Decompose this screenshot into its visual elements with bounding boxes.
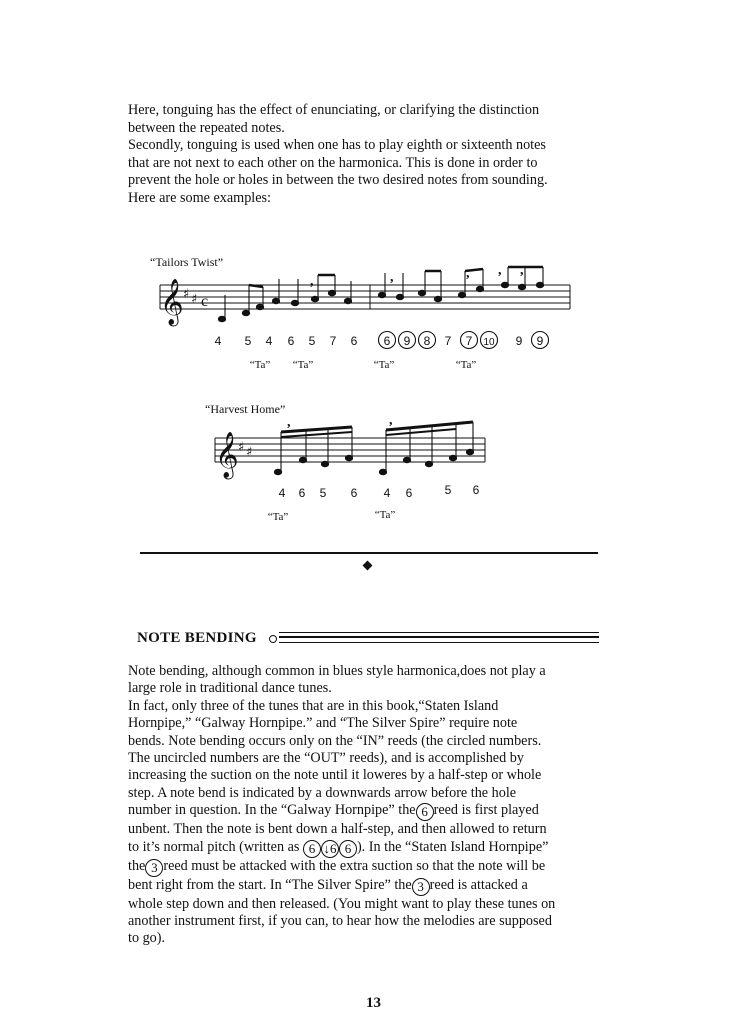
- text-line: [128, 839, 593, 858]
- text-line: The uncircled numbers are the “OUT” reeds), and is accomplished by: [128, 750, 524, 767]
- ta-label: “Ta”: [455, 359, 477, 371]
- circled-reed-number: 6: [303, 840, 321, 858]
- hole-number: 6: [405, 486, 413, 500]
- section-heading: NOTE BENDING: [137, 630, 257, 646]
- text-line: between the repeated notes.: [128, 119, 285, 136]
- hole-number: 5: [308, 334, 316, 348]
- svg-text:♯: ♯: [246, 445, 253, 460]
- tune-title: “Tailors Twist”: [150, 255, 224, 269]
- text-line: step. A note bend is indicated by a downwards arrow before the hole: [128, 784, 517, 801]
- hole-number: 6: [383, 334, 391, 348]
- svg-text:,: ,: [310, 274, 314, 289]
- svg-text:c: c: [201, 293, 209, 310]
- svg-text:,: ,: [287, 415, 291, 430]
- ta-label: “Ta”: [374, 509, 396, 521]
- text-span: reed must be attacked with the extra suction so that the note will be: [163, 857, 546, 874]
- note-bending-paragraph: [128, 663, 593, 948]
- svg-text:,: ,: [389, 413, 393, 428]
- hole-number: 4: [278, 486, 286, 500]
- text-span: the: [128, 857, 146, 874]
- circle-ornament-icon: [269, 635, 277, 643]
- ta-label: “Ta”: [292, 359, 314, 371]
- circled-reed-number: 3: [145, 859, 163, 877]
- hole-number: 4: [383, 486, 391, 500]
- harvest-home-example: [205, 402, 495, 527]
- diamond-ornament: [363, 561, 373, 571]
- circled-reed-number: 3: [412, 878, 430, 896]
- ta-label: “Ta”: [249, 359, 271, 371]
- svg-text:♯: ♯: [238, 440, 245, 455]
- intro-paragraph: [128, 102, 598, 208]
- ta-label: “Ta”: [373, 359, 395, 371]
- tune-title: “Harvest Home”: [205, 402, 286, 416]
- section-divider: [140, 552, 598, 554]
- hole-number: 6: [298, 486, 306, 500]
- text-line: whole step down and then released. (You might want to play these tunes on: [128, 895, 556, 912]
- text-line: to go).: [128, 930, 166, 947]
- svg-text:,: ,: [520, 263, 524, 278]
- note-bending-heading-row: [137, 630, 599, 650]
- text-span: bent right from the start. In “The Silver Spire” the: [128, 876, 412, 893]
- tailors-twist-staff: [150, 255, 580, 375]
- text-line: Here are some examples:: [128, 189, 271, 206]
- hole-number: 9: [403, 334, 411, 348]
- text-line: increasing the suction on the note until it loweres by a half-step or whole: [128, 767, 542, 784]
- text-line: Secondly, tonguing is used when one has to play eighth or sixteenth notes: [128, 137, 546, 154]
- hole-number: 6: [350, 334, 358, 348]
- page-number: 13: [366, 995, 381, 1011]
- circled-reed-number: 6: [339, 840, 357, 858]
- ta-label: “Ta”: [267, 511, 289, 523]
- svg-text:,: ,: [466, 266, 470, 281]
- text-line: [128, 877, 593, 896]
- text-span: reed is attacked a: [429, 876, 528, 893]
- text-line: Hornpipe,” “Galway Hornpipe.” and “The Silver Spire” require note: [128, 715, 518, 732]
- harvest-home-staff: [205, 402, 495, 527]
- hole-number: 6: [287, 334, 295, 348]
- svg-text:♯: ♯: [183, 287, 190, 302]
- text-line: [128, 858, 593, 877]
- text-line: Note bending, although common in blues style harmonica,does not play a: [128, 663, 546, 679]
- hole-number: 6: [350, 486, 358, 500]
- text-line: Here, tonguing has the effect of enunciating, or clarifying the distinction: [128, 102, 540, 118]
- text-span: reed is first played: [433, 802, 539, 819]
- hole-number: 5: [444, 483, 452, 497]
- hole-number: 5: [319, 486, 327, 500]
- hole-number: 6: [472, 483, 480, 497]
- hole-number: 9: [536, 334, 544, 348]
- text-span: to it’s normal pitch (written as: [128, 838, 303, 855]
- heading-rule: [279, 632, 599, 643]
- text-line: [128, 802, 593, 821]
- circled-reed-number: 6: [416, 803, 434, 821]
- text-span: number in question. In the “Galway Hornpipe” the: [128, 802, 416, 819]
- svg-text:𝄞: 𝄞: [215, 432, 239, 478]
- svg-text:,: ,: [390, 270, 394, 285]
- svg-text:♯: ♯: [191, 292, 198, 307]
- text-line: another instrument first, if you can, to hear how the melodies are supposed: [128, 913, 552, 930]
- text-line: unbent. Then the note is bent down a half-step, and then allowed to return: [128, 821, 547, 838]
- text-line: In fact, only three of the tunes that are in this book,“Staten Island: [128, 697, 499, 714]
- svg-text:𝄞: 𝄞: [160, 279, 184, 325]
- circled-reed-number: ↓6: [321, 840, 339, 858]
- text-span: ). In the “Staten Island Hornpipe”: [356, 838, 549, 855]
- hole-number: 7: [465, 334, 473, 348]
- hole-number: 5: [244, 334, 252, 348]
- hole-number: 7: [329, 334, 337, 348]
- hole-number: 4: [265, 334, 273, 348]
- text-line: bends. Note bending occurs only on the “IN” reeds (the circled numbers.: [128, 732, 542, 749]
- hole-number: 7: [444, 334, 452, 348]
- text-line: that are not next to each other on the harmonica. This is done in order to: [128, 154, 538, 171]
- text-line: large role in traditional dance tunes.: [128, 680, 332, 697]
- tailors-twist-example: [150, 255, 580, 375]
- hole-number: 4: [214, 334, 222, 348]
- svg-text:,: ,: [498, 263, 502, 278]
- hole-number: 8: [423, 334, 431, 348]
- hole-number: 9: [515, 334, 523, 348]
- text-line: prevent the hole or holes in between the two desired notes from sounding.: [128, 172, 548, 189]
- hole-number: 10: [483, 337, 495, 348]
